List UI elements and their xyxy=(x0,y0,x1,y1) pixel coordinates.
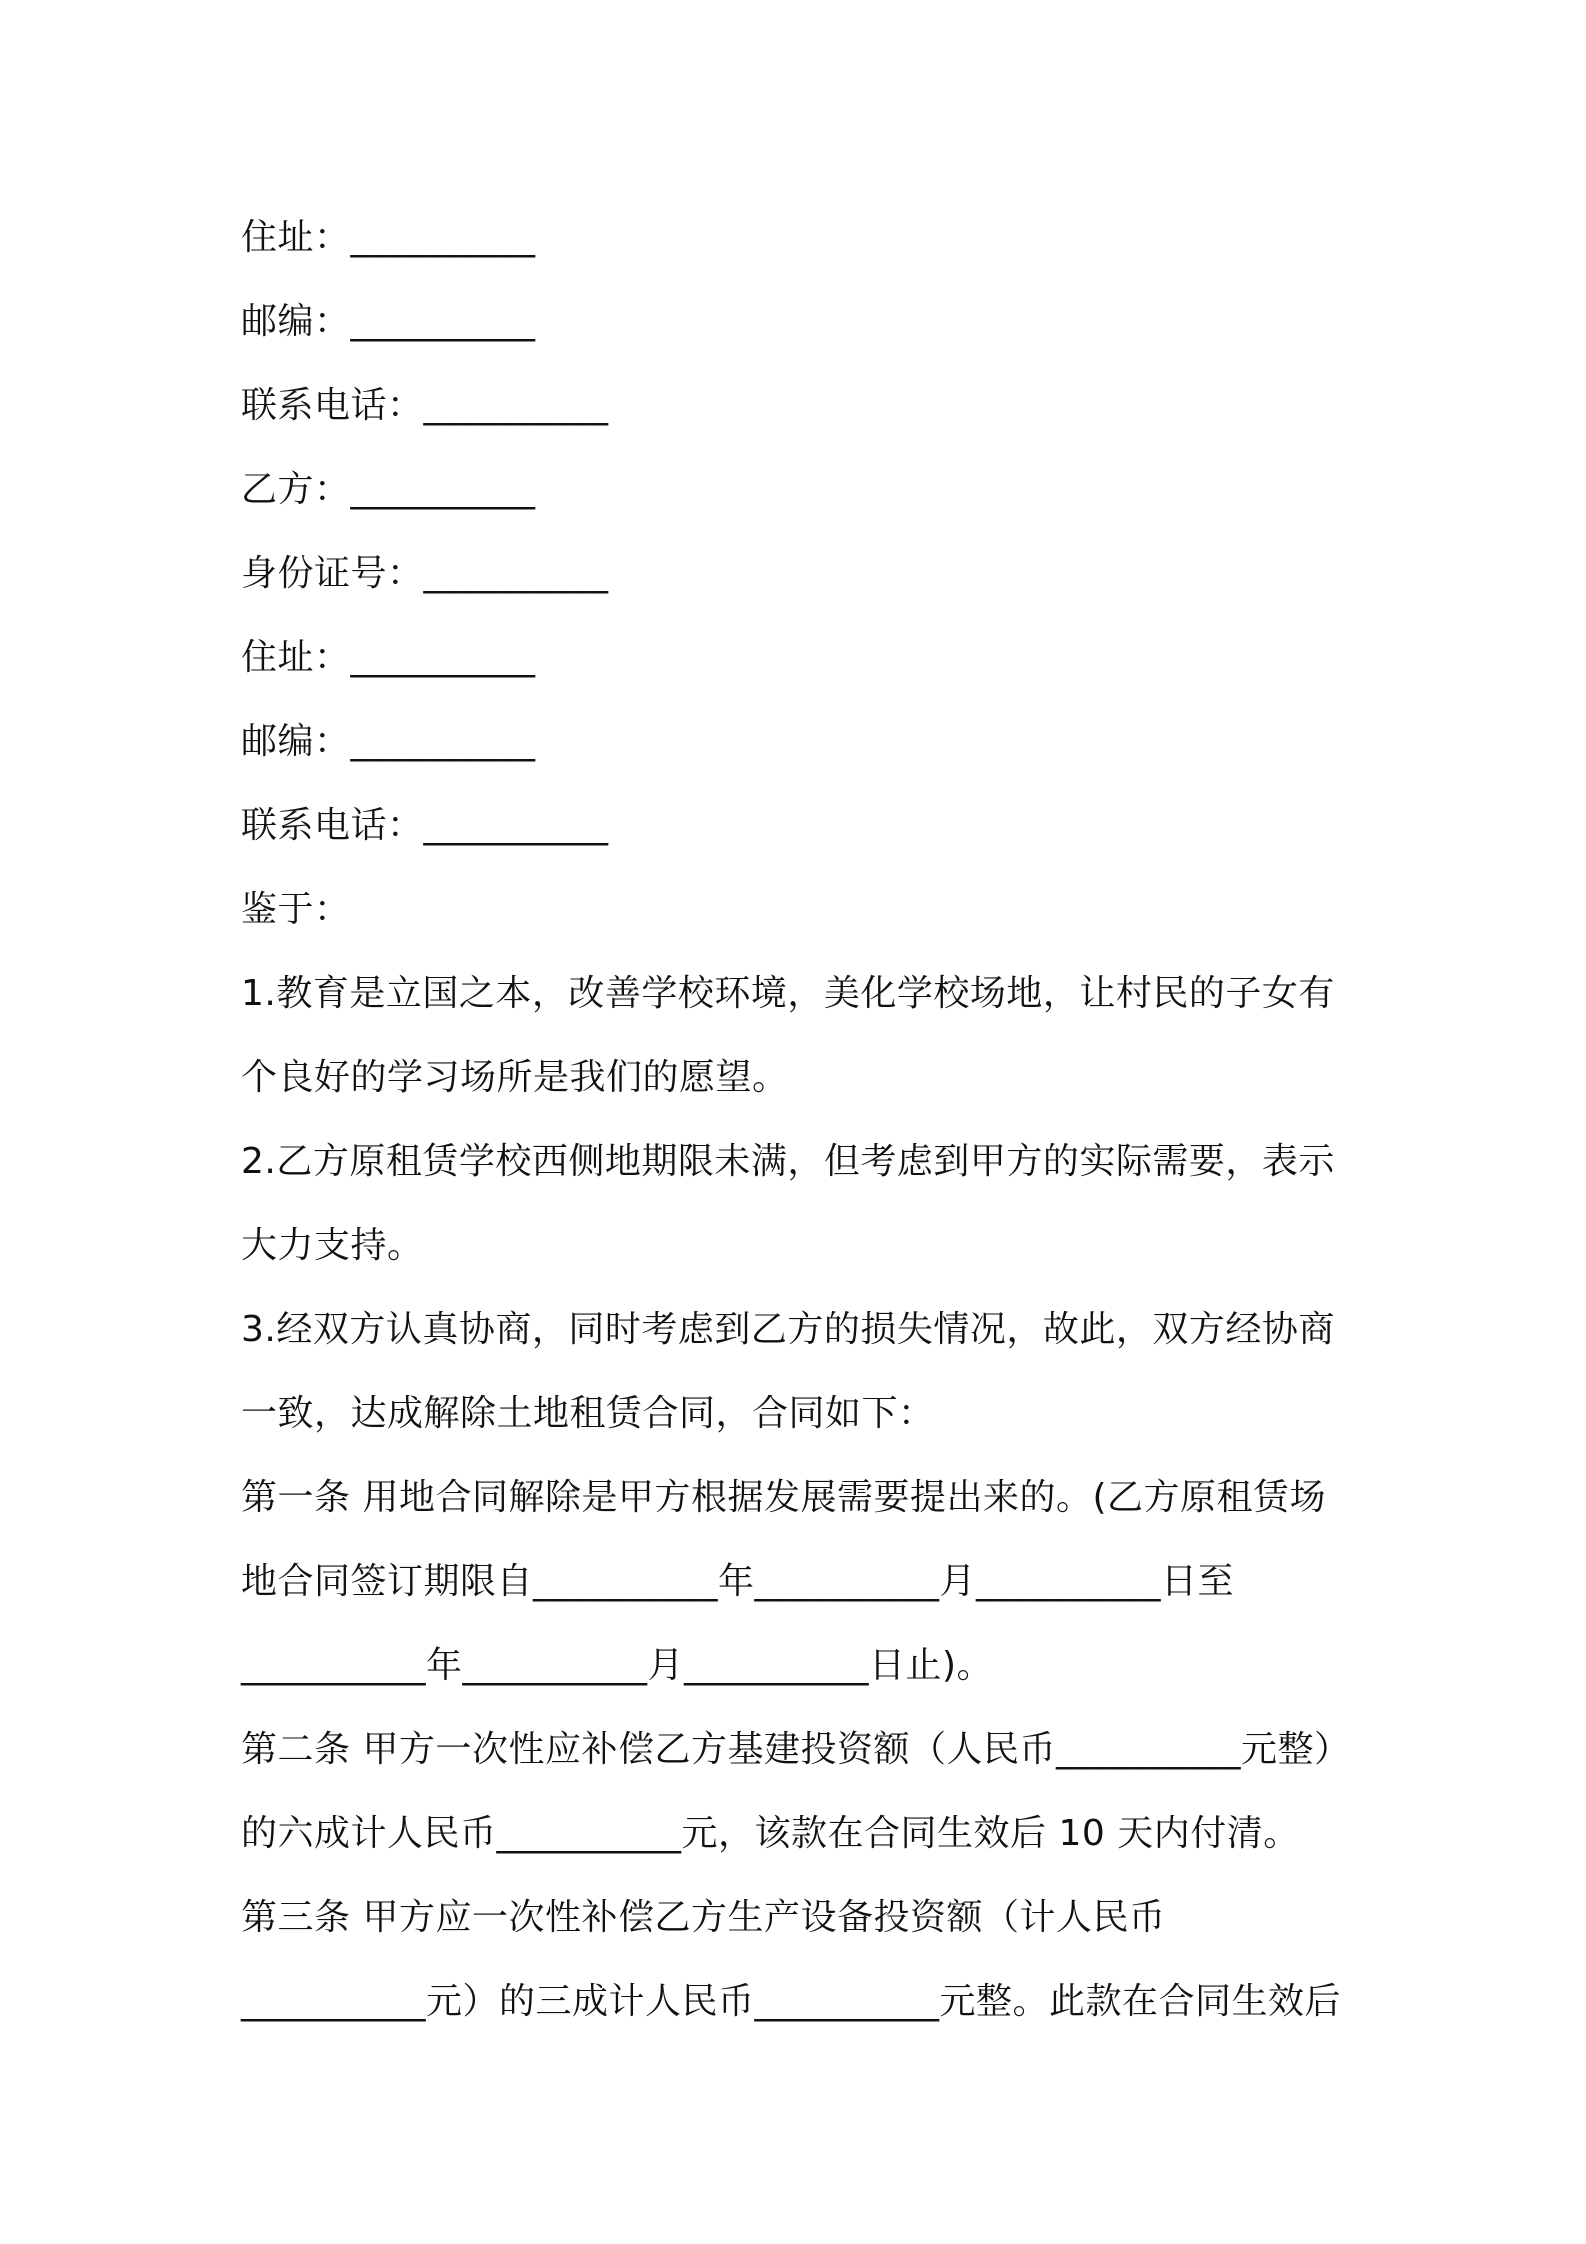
whereas-item-3-line-1: 3.经双方认真协商，同时考虑到乙方的损失情况，故此，双方经协商 xyxy=(241,1309,1335,1350)
whereas-item-2-line-1: 2.乙方原租赁学校西侧地期限未满，但考虑到甲方的实际需要，表示 xyxy=(241,1141,1335,1182)
whereas-item-1-line-1: 1.教育是立国之本，改善学校环境，美化学校场地，让村民的子女有 xyxy=(241,973,1335,1014)
party-a-postcode-line: 邮编：__________ xyxy=(241,301,536,342)
article-1-line-2: 地合同签订期限自__________年__________月__________日至 xyxy=(241,1561,1235,1602)
whereas-item-2-line-2: 大力支持。 xyxy=(241,1225,424,1266)
document-body xyxy=(241,196,1356,2044)
whereas-item-3-line-2: 一致，达成解除土地租赁合同，合同如下： xyxy=(241,1393,935,1434)
article-3-line-2: __________元）的三成计人民币__________元整。此款在合同生效后 xyxy=(241,1981,1342,2022)
party-b-phone-line: 联系电话：__________ xyxy=(241,805,609,846)
party-b-postcode-line: 邮编：__________ xyxy=(241,721,536,762)
whereas-item-1-line-2: 个良好的学习场所是我们的愿望。 xyxy=(241,1057,789,1098)
party-b-line: 乙方：__________ xyxy=(241,469,536,510)
party-b-address-line: 住址：__________ xyxy=(241,637,536,678)
party-a-address-line: 住址：__________ xyxy=(241,217,536,258)
article-1-line-1: 第一条 用地合同解除是甲方根据发展需要提出来的。(乙方原租赁场 xyxy=(241,1477,1326,1518)
article-2-line-1: 第二条 甲方一次性应补偿乙方基建投资额（人民币__________元整） xyxy=(241,1729,1351,1770)
article-2-line-2: 的六成计人民币__________元，该款在合同生效后 10 天内付清。 xyxy=(241,1813,1300,1854)
whereas-heading: 鉴于： xyxy=(241,889,351,930)
party-a-phone-line: 联系电话：__________ xyxy=(241,385,609,426)
party-b-id-line: 身份证号：__________ xyxy=(241,553,609,594)
article-1-line-3: __________年__________月__________日止)。 xyxy=(241,1645,994,1686)
article-3-line-1: 第三条 甲方应一次性补偿乙方生产设备投资额（计人民币 xyxy=(241,1897,1166,1938)
